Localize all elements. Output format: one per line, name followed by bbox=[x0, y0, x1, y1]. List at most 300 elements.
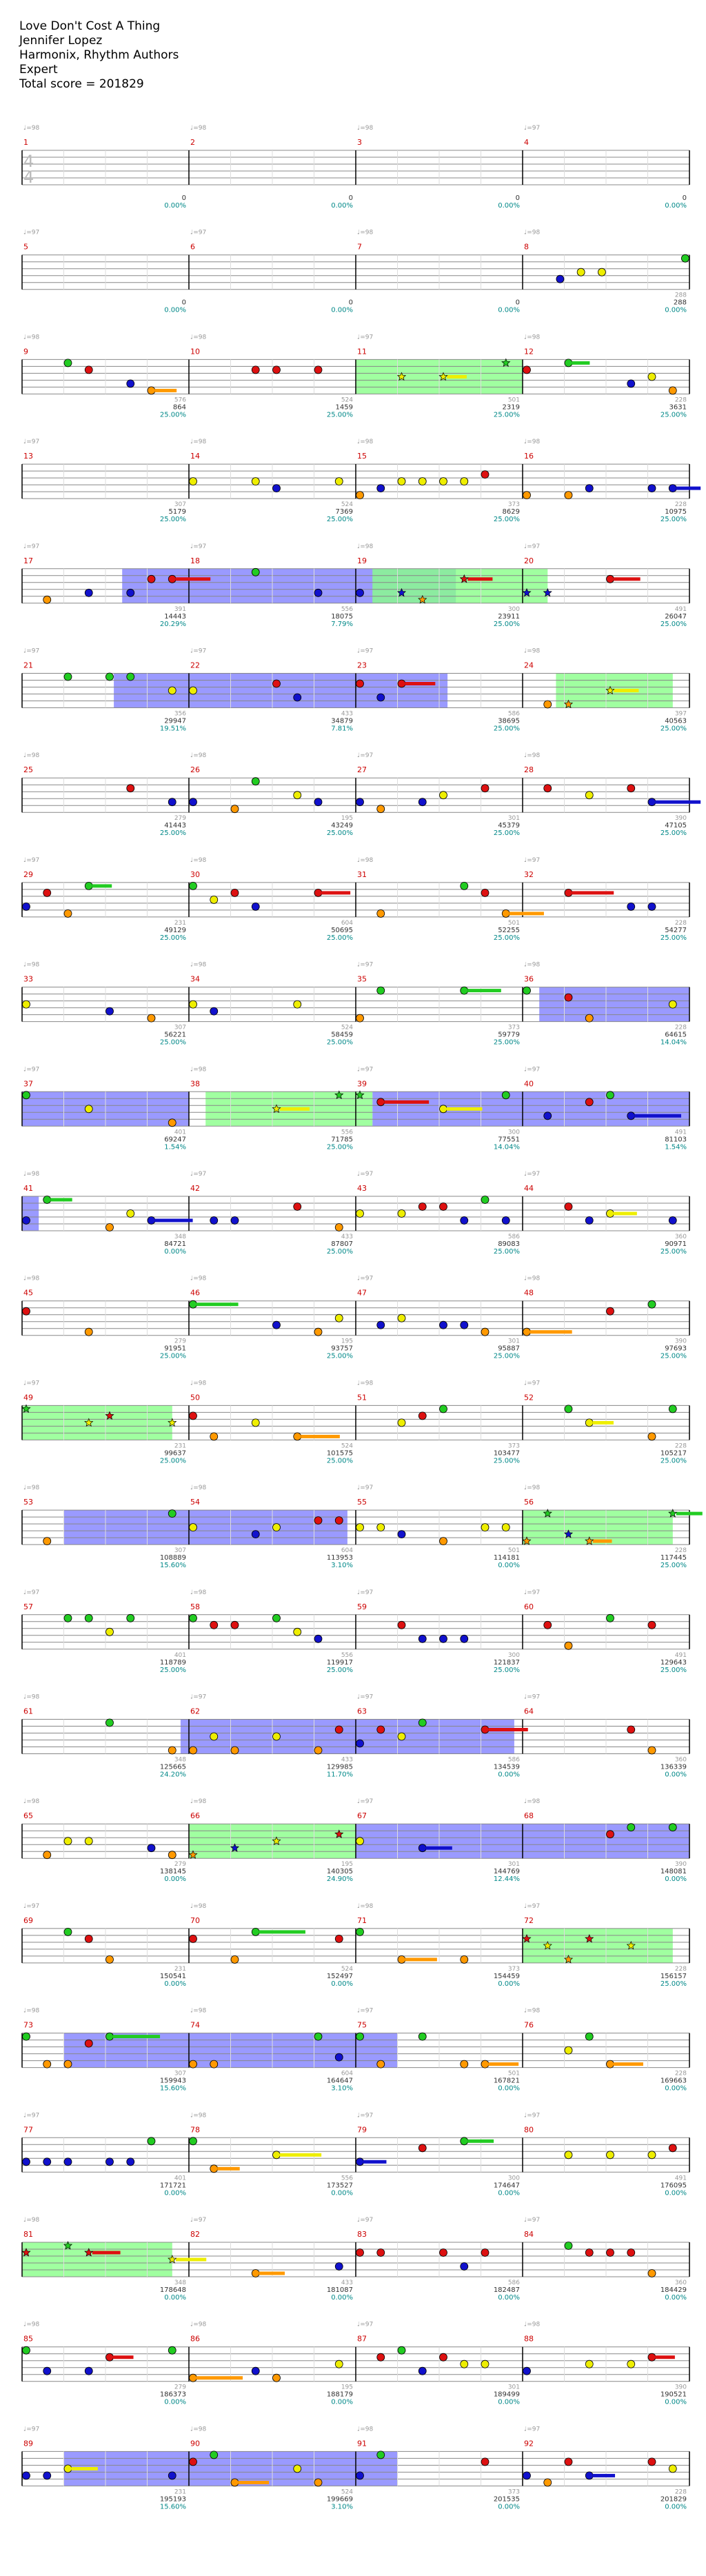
note-count: 390 bbox=[674, 1861, 687, 1869]
sustain-tail bbox=[363, 2160, 386, 2164]
measure-number: 30 bbox=[190, 869, 200, 879]
measure-number: 10 bbox=[190, 347, 200, 356]
overdrive-percent: 0.00% bbox=[331, 2294, 353, 2302]
note-count: 301 bbox=[507, 815, 520, 823]
measure-score: 150541 bbox=[159, 1972, 186, 1980]
yellow-note-icon bbox=[461, 478, 468, 485]
measure-number: 65 bbox=[23, 1811, 33, 1821]
blue-note-icon bbox=[106, 2158, 114, 2166]
green-note-icon bbox=[314, 2033, 322, 2040]
measure-score: 34879 bbox=[331, 717, 353, 725]
overdrive-percent: 20.29% bbox=[159, 620, 186, 628]
tempo-marking: ♩=98 bbox=[357, 229, 374, 237]
blue-note-icon bbox=[356, 2472, 364, 2479]
red-note-icon bbox=[607, 1307, 614, 1315]
overdrive-percent: 25.00% bbox=[660, 934, 687, 942]
measure-score: 105217 bbox=[660, 1449, 687, 1458]
overdrive-percent: 25.00% bbox=[326, 934, 353, 942]
yellow-note-icon bbox=[377, 1524, 385, 1531]
green-note-icon bbox=[565, 359, 572, 367]
yellow-note-icon bbox=[252, 1419, 259, 1427]
measure-score: 56221 bbox=[164, 1031, 186, 1039]
staff-row bbox=[22, 125, 689, 210]
blue-note-icon bbox=[252, 2367, 259, 2375]
tempo-marking: ♩=98 bbox=[524, 2321, 541, 2328]
orange-note-icon bbox=[231, 805, 239, 813]
blue-note-icon bbox=[210, 1007, 218, 1015]
note-count: 373 bbox=[507, 1024, 520, 1032]
measure-number: 80 bbox=[524, 2125, 534, 2135]
overdrive-percent: 25.00% bbox=[159, 411, 186, 419]
measure-score: 64615 bbox=[665, 1031, 687, 1039]
note-count: 228 bbox=[674, 396, 687, 404]
measure-number: 76 bbox=[524, 2020, 534, 2030]
total-score: Total score = 201829 bbox=[19, 77, 144, 91]
measure-number: 48 bbox=[524, 1288, 534, 1298]
measure-score: 8629 bbox=[502, 508, 520, 516]
overdrive-percent: 25.00% bbox=[493, 829, 520, 838]
green-note-icon bbox=[106, 2033, 114, 2040]
red-note-icon bbox=[440, 2353, 447, 2361]
tempo-marking: ♩=97 bbox=[524, 1380, 541, 1387]
red-note-icon bbox=[273, 366, 281, 374]
sustain-tail bbox=[634, 1114, 681, 1118]
overdrive-percent: 0.00% bbox=[665, 2084, 687, 2093]
red-note-icon bbox=[335, 1517, 343, 1525]
red-note-icon bbox=[377, 1098, 385, 1106]
tempo-marking: ♩=98 bbox=[23, 2321, 40, 2328]
tempo-marking: ♩=98 bbox=[357, 856, 374, 864]
tempo-marking: ♩=97 bbox=[524, 1902, 541, 1910]
blue-note-icon bbox=[43, 2472, 51, 2479]
green-note-icon bbox=[585, 2033, 593, 2040]
red-note-icon bbox=[356, 680, 364, 687]
note-count: 228 bbox=[674, 2488, 687, 2496]
measure-score: 93757 bbox=[331, 1345, 353, 1353]
tempo-marking: ♩=97 bbox=[357, 647, 374, 655]
note-count: 524 bbox=[341, 396, 353, 404]
orange-note-icon bbox=[544, 701, 552, 708]
blue-note-icon bbox=[440, 1635, 447, 1642]
blue-note-icon bbox=[127, 380, 134, 388]
note-count: 307 bbox=[174, 1547, 186, 1555]
blue-note-icon bbox=[627, 903, 635, 910]
measure-score: 95887 bbox=[498, 1345, 520, 1353]
measure-number: 72 bbox=[524, 1915, 534, 1925]
red-note-icon bbox=[585, 1098, 593, 1106]
sustain-tail bbox=[280, 1107, 310, 1111]
overdrive-percent: 0.00% bbox=[331, 1980, 353, 1988]
sustain-tail bbox=[593, 2474, 615, 2477]
sustain-tail bbox=[405, 682, 436, 685]
note-count: 288 bbox=[674, 292, 687, 299]
measure-score: 40563 bbox=[665, 717, 687, 725]
measure-number: 4 bbox=[524, 138, 529, 147]
tempo-marking: ♩=97 bbox=[357, 2217, 374, 2224]
green-note-icon bbox=[356, 2033, 364, 2040]
red-note-icon bbox=[565, 2458, 572, 2466]
note-count: 604 bbox=[341, 1547, 353, 1555]
sustain-tail bbox=[176, 577, 210, 581]
measure-number: 77 bbox=[23, 2125, 33, 2135]
blue-note-icon bbox=[418, 1635, 426, 1642]
overdrive-percent: 25.00% bbox=[660, 620, 687, 628]
overdrive-percent: 0.00% bbox=[665, 2294, 687, 2302]
red-note-icon bbox=[377, 2353, 385, 2361]
measure-number: 43 bbox=[357, 1184, 367, 1193]
red-note-icon bbox=[418, 2144, 426, 2152]
green-note-icon bbox=[168, 1510, 176, 1518]
overdrive-percent: 3.10% bbox=[331, 1562, 353, 1570]
measure-score: 195193 bbox=[159, 2495, 186, 2504]
blue-note-icon bbox=[314, 798, 322, 806]
measure-score: 121837 bbox=[493, 1658, 520, 1667]
tempo-marking: ♩=97 bbox=[524, 1066, 541, 1074]
yellow-note-icon bbox=[64, 2465, 72, 2473]
note-count: 231 bbox=[174, 2488, 186, 2496]
tempo-marking: ♩=97 bbox=[190, 543, 207, 550]
measure-number: 6 bbox=[190, 242, 195, 252]
orange-note-icon bbox=[231, 1955, 239, 1963]
measure-number: 27 bbox=[357, 765, 367, 775]
note-count: 348 bbox=[174, 1756, 186, 1764]
orange-note-icon bbox=[377, 805, 385, 813]
note-count: 604 bbox=[341, 2070, 353, 2077]
measure-number: 55 bbox=[357, 1498, 367, 1507]
measure-number: 66 bbox=[190, 1811, 200, 1821]
green-note-icon bbox=[106, 1719, 114, 1727]
green-note-icon bbox=[252, 568, 259, 576]
tempo-marking: ♩=98 bbox=[524, 961, 541, 969]
measure-number: 22 bbox=[190, 661, 200, 670]
overdrive-percent: 0.00% bbox=[331, 2189, 353, 2197]
overdrive-percent: 0.00% bbox=[331, 306, 353, 314]
green-note-icon bbox=[127, 1614, 134, 1622]
note-count: 195 bbox=[341, 2384, 353, 2391]
measure-number: 9 bbox=[23, 347, 28, 356]
red-note-icon bbox=[440, 2249, 447, 2257]
measure-score: 90971 bbox=[665, 1240, 687, 1248]
note-count: 556 bbox=[341, 605, 353, 613]
blue-note-icon bbox=[461, 1217, 468, 1225]
red-note-icon bbox=[607, 575, 614, 583]
note-count: 491 bbox=[674, 2175, 687, 2182]
yellow-note-icon bbox=[210, 896, 218, 903]
measure-number: 54 bbox=[190, 1498, 200, 1507]
note-count: 279 bbox=[174, 815, 186, 823]
note-count: 279 bbox=[174, 1861, 186, 1869]
blue-note-icon bbox=[148, 1844, 155, 1852]
overdrive-percent: 0.00% bbox=[665, 1771, 687, 1779]
red-note-icon bbox=[314, 1517, 322, 1525]
yellow-note-icon bbox=[85, 1105, 92, 1113]
green-note-icon bbox=[190, 2137, 197, 2145]
overdrive-percent: 25.00% bbox=[660, 516, 687, 524]
overdrive-percent: 0.00% bbox=[498, 2084, 520, 2093]
blue-note-icon bbox=[648, 903, 656, 910]
measure-score: 119917 bbox=[326, 1658, 353, 1667]
blue-note-icon bbox=[398, 1531, 405, 1538]
overdrive-percent: 0.00% bbox=[665, 2503, 687, 2511]
measure-number: 19 bbox=[357, 556, 367, 565]
orange-note-icon bbox=[648, 1747, 656, 1754]
staff-row bbox=[22, 1380, 689, 1465]
sustain-tail bbox=[196, 1302, 239, 1306]
red-note-icon bbox=[23, 1307, 30, 1315]
note-count: 231 bbox=[174, 1442, 186, 1450]
measure-number: 71 bbox=[357, 1915, 367, 1925]
measure-number: 15 bbox=[357, 452, 367, 461]
tempo-marking: ♩=98 bbox=[23, 1275, 40, 1282]
sustain-tail bbox=[155, 1219, 193, 1222]
tempo-marking: ♩=98 bbox=[524, 229, 541, 237]
red-note-icon bbox=[398, 680, 405, 687]
note-count: 373 bbox=[507, 501, 520, 509]
measure-number: 13 bbox=[23, 452, 33, 461]
red-note-icon bbox=[190, 1412, 197, 1420]
tempo-marking: ♩=98 bbox=[23, 961, 40, 969]
tempo-marking: ♩=97 bbox=[357, 961, 374, 969]
tempo-marking: ♩=98 bbox=[23, 1693, 40, 1701]
measure-score: 118789 bbox=[159, 1658, 186, 1667]
measure-score: 91951 bbox=[164, 1345, 186, 1353]
overdrive-percent: 25.00% bbox=[326, 1666, 353, 1674]
sustain-tail bbox=[176, 2258, 206, 2262]
tempo-marking: ♩=98 bbox=[524, 1485, 541, 1492]
yellow-note-icon bbox=[565, 2046, 572, 2054]
overdrive-percent: 0.00% bbox=[164, 2189, 186, 2197]
measure-score: 176095 bbox=[660, 2182, 687, 2190]
green-note-icon bbox=[85, 882, 92, 889]
tempo-marking: ♩=97 bbox=[524, 543, 541, 550]
note-count: 301 bbox=[507, 1861, 520, 1869]
red-note-icon bbox=[648, 1621, 656, 1629]
measure-score: 171721 bbox=[159, 2182, 186, 2190]
orange-note-icon bbox=[273, 2374, 281, 2382]
red-note-icon bbox=[565, 889, 572, 896]
note-count: 390 bbox=[674, 2384, 687, 2391]
overdrive-percent: 0.00% bbox=[665, 1875, 687, 1884]
green-note-icon bbox=[190, 1614, 197, 1622]
staff-row bbox=[22, 2008, 689, 2093]
measure-score: 1459 bbox=[335, 403, 353, 412]
overdrive-percent: 25.00% bbox=[493, 934, 520, 942]
red-note-icon bbox=[481, 2249, 489, 2257]
blue-note-icon bbox=[461, 1635, 468, 1642]
staff-row bbox=[22, 2322, 689, 2406]
overdrive-percent: 1.54% bbox=[665, 1143, 687, 1151]
green-note-icon bbox=[23, 2346, 30, 2354]
tempo-marking: ♩=98 bbox=[190, 2112, 207, 2120]
measure-number: 49 bbox=[23, 1393, 33, 1402]
red-note-icon bbox=[648, 2458, 656, 2466]
measure-number: 33 bbox=[23, 974, 33, 984]
measure-number: 21 bbox=[23, 661, 33, 670]
tempo-marking: ♩=97 bbox=[524, 2217, 541, 2224]
blue-note-icon bbox=[273, 1321, 281, 1329]
overdrive-band bbox=[22, 1196, 39, 1231]
red-note-icon bbox=[335, 1935, 343, 1942]
yellow-note-icon bbox=[294, 1000, 301, 1008]
note-count: 556 bbox=[341, 2175, 353, 2182]
orange-note-icon bbox=[252, 2270, 259, 2277]
blue-note-icon bbox=[294, 694, 301, 701]
overdrive-percent: 15.60% bbox=[159, 2503, 186, 2511]
tempo-marking: ♩=97 bbox=[357, 1693, 374, 1701]
measure-score: 159943 bbox=[159, 2077, 186, 2085]
measure-number: 60 bbox=[524, 1602, 534, 1611]
overdrive-percent: 0.00% bbox=[498, 2294, 520, 2302]
measure-number: 85 bbox=[23, 2334, 33, 2344]
staff-row bbox=[22, 962, 689, 1047]
blue-note-icon bbox=[523, 2472, 531, 2479]
tempo-marking: ♩=98 bbox=[357, 1902, 374, 1910]
staff-row bbox=[22, 230, 689, 314]
sustain-tail bbox=[405, 1958, 437, 1961]
yellow-note-icon bbox=[481, 1524, 489, 1531]
measure-number: 88 bbox=[524, 2334, 534, 2344]
orange-note-icon bbox=[544, 2479, 552, 2486]
staff-row bbox=[22, 1066, 689, 1151]
measure-score: 0 bbox=[348, 299, 353, 307]
sustain-tail bbox=[92, 2251, 121, 2255]
green-note-icon bbox=[85, 1614, 92, 1622]
measure-score: 47105 bbox=[665, 822, 687, 830]
overdrive-percent: 0.00% bbox=[498, 2189, 520, 2197]
blue-note-icon bbox=[648, 798, 656, 806]
yellow-note-icon bbox=[607, 1210, 614, 1218]
green-note-icon bbox=[565, 2242, 572, 2250]
measure-score: 71785 bbox=[331, 1136, 353, 1144]
blue-note-icon bbox=[585, 485, 593, 492]
orange-note-icon bbox=[106, 1224, 114, 1231]
note-count: 397 bbox=[674, 710, 687, 718]
orange-note-icon bbox=[314, 1747, 322, 1754]
red-note-icon bbox=[627, 2249, 635, 2257]
red-note-icon bbox=[273, 680, 281, 687]
yellow-note-icon bbox=[335, 478, 343, 485]
overdrive-percent: 25.00% bbox=[326, 1352, 353, 1360]
tempo-marking: ♩=97 bbox=[357, 334, 374, 341]
green-note-icon bbox=[418, 1719, 426, 1727]
measure-number: 14 bbox=[190, 452, 200, 461]
red-note-icon bbox=[231, 1621, 239, 1629]
measure-score: 174647 bbox=[493, 2182, 520, 2190]
measure-number: 28 bbox=[524, 765, 534, 775]
green-note-icon bbox=[273, 1614, 281, 1622]
green-note-icon bbox=[23, 2033, 30, 2040]
red-note-icon bbox=[190, 1935, 197, 1942]
orange-note-icon bbox=[43, 2060, 51, 2068]
sustain-tail bbox=[239, 2481, 270, 2484]
note-count: 524 bbox=[341, 1442, 353, 1450]
note-count: 586 bbox=[507, 2280, 520, 2286]
red-note-icon bbox=[481, 2458, 489, 2466]
overdrive-percent: 12.44% bbox=[493, 1875, 520, 1884]
measure-number: 47 bbox=[357, 1288, 367, 1298]
staff-row bbox=[22, 648, 689, 733]
green-note-icon bbox=[190, 882, 197, 889]
note-count: 491 bbox=[674, 605, 687, 613]
measure-number: 23 bbox=[357, 661, 367, 670]
note-count: 391 bbox=[174, 605, 186, 613]
measure-score: 181087 bbox=[326, 2286, 353, 2294]
tempo-marking: ♩=98 bbox=[23, 1171, 40, 1178]
measure-number: 17 bbox=[23, 556, 33, 565]
overdrive-percent: 14.04% bbox=[493, 1143, 520, 1151]
blue-note-icon bbox=[377, 694, 385, 701]
overdrive-percent: 25.00% bbox=[493, 1457, 520, 1465]
measure-score: 103477 bbox=[493, 1449, 520, 1458]
sustain-tail bbox=[489, 2062, 519, 2066]
orange-note-icon bbox=[43, 1538, 51, 1545]
sustain-tail bbox=[92, 884, 112, 887]
overdrive-percent: 25.00% bbox=[493, 1666, 520, 1674]
red-note-icon bbox=[314, 366, 322, 374]
green-note-icon bbox=[23, 1091, 30, 1099]
blue-note-icon bbox=[377, 485, 385, 492]
orange-note-icon bbox=[314, 2479, 322, 2486]
orange-note-icon bbox=[210, 2165, 218, 2173]
overdrive-percent: 25.00% bbox=[326, 829, 353, 838]
measure-number: 40 bbox=[524, 1079, 534, 1089]
measure-score: 184429 bbox=[660, 2286, 687, 2294]
green-note-icon bbox=[398, 2346, 405, 2354]
tempo-marking: ♩=97 bbox=[357, 1171, 374, 1178]
orange-note-icon bbox=[523, 1328, 531, 1336]
measure-score: 108889 bbox=[159, 1554, 186, 1562]
tempo-marking: ♩=97 bbox=[23, 1066, 40, 1074]
measure-number: 32 bbox=[524, 869, 534, 879]
measure-number: 63 bbox=[357, 1707, 367, 1716]
measure-score: 199669 bbox=[326, 2495, 353, 2504]
green-note-icon bbox=[43, 1196, 51, 1204]
yellow-note-icon bbox=[440, 1105, 447, 1113]
measure-score: 49129 bbox=[164, 926, 186, 934]
overdrive-percent: 25.00% bbox=[660, 1248, 687, 1256]
red-note-icon bbox=[43, 889, 51, 896]
red-note-icon bbox=[252, 366, 259, 374]
tempo-marking: ♩=98 bbox=[190, 2321, 207, 2328]
measure-score: 3631 bbox=[669, 403, 687, 412]
yellow-note-icon bbox=[210, 1733, 218, 1740]
blue-note-icon bbox=[585, 1217, 593, 1225]
red-note-icon bbox=[607, 2249, 614, 2257]
measure-score: 99637 bbox=[164, 1449, 186, 1458]
note-count: 433 bbox=[341, 710, 353, 718]
blue-note-icon bbox=[585, 2472, 593, 2479]
blue-note-icon bbox=[273, 485, 281, 492]
yellow-note-icon bbox=[648, 373, 656, 381]
measure-score: 7369 bbox=[335, 508, 353, 516]
tempo-marking: ♩=97 bbox=[524, 1171, 541, 1178]
orange-note-icon bbox=[461, 1955, 468, 1963]
green-note-icon bbox=[627, 1824, 635, 1831]
tempo-marking: ♩=98 bbox=[23, 2217, 40, 2224]
note-count: 360 bbox=[674, 1234, 687, 1240]
green-note-icon bbox=[64, 359, 72, 367]
measure-score: 188179 bbox=[326, 2391, 353, 2399]
overdrive-band bbox=[64, 1510, 347, 1544]
orange-note-icon bbox=[148, 1014, 155, 1022]
orange-note-icon bbox=[210, 1433, 218, 1440]
tempo-marking: ♩=98 bbox=[357, 2426, 374, 2433]
overdrive-percent: 19.51% bbox=[159, 725, 186, 733]
measure-number: 61 bbox=[23, 1707, 33, 1716]
measure-score: 129643 bbox=[660, 1658, 687, 1667]
tempo-marking: ♩=98 bbox=[23, 1485, 40, 1492]
sustain-tail bbox=[196, 2376, 243, 2379]
